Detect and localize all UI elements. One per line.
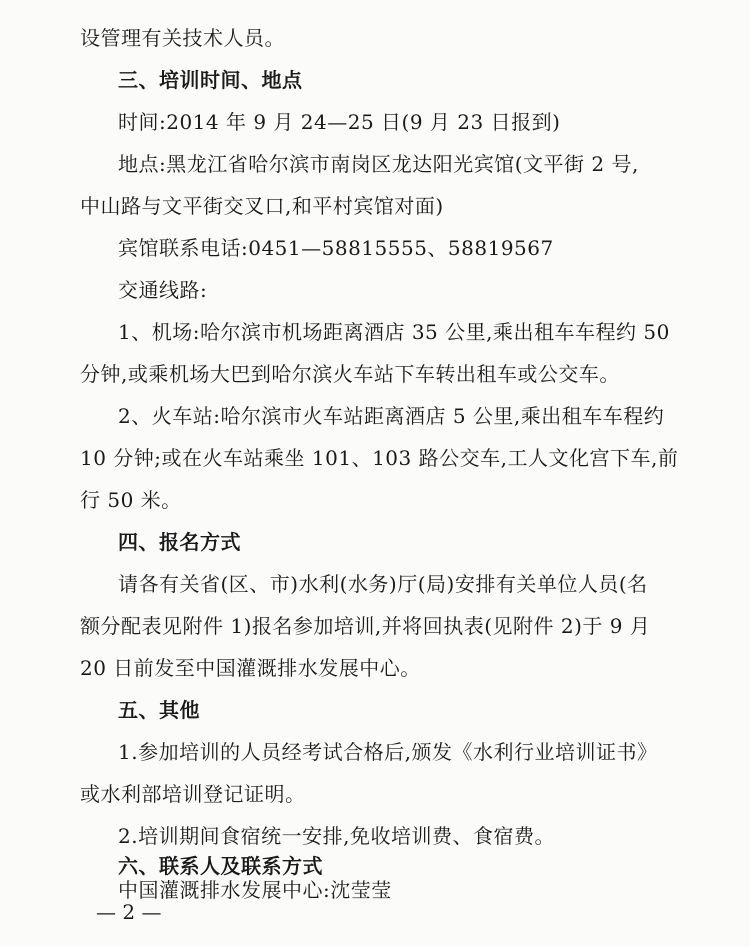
body-line-train-station-cont: 10 分钟;或在火车站乘坐 101、103 路公交车,工人文化宫下车,前 (80, 446, 679, 470)
section-heading-3: 三、培训时间、地点 (118, 68, 303, 92)
body-line-train-station-end: 行 50 米。 (80, 488, 182, 512)
body-line-accommodation: 2.培训期间食宿统一安排,免收培训费、食宿费。 (118, 824, 555, 848)
body-line-location-cont: 中山路与文平街交叉口,和平村宾馆对面) (80, 194, 444, 218)
section-heading-5: 五、其他 (118, 698, 200, 722)
body-line-time: 时间:2014 年 9 月 24—25 日(9 月 23 日报到) (118, 110, 561, 134)
body-line-hotel-phone: 宾馆联系电话:0451—58815555、58819567 (118, 236, 554, 260)
body-line-registration-end: 20 日前发至中国灌溉排水发展中心。 (80, 656, 421, 680)
body-line-certificate-cont: 或水利部培训登记证明。 (80, 782, 306, 806)
body-line-train-station: 2、火车站:哈尔滨市火车站距离酒店 5 公里,乘出租车车程约 (118, 404, 665, 428)
body-line-contact: 中国灌溉排水发展中心:沈莹莹 (118, 878, 392, 902)
section-heading-4: 四、报名方式 (118, 530, 241, 554)
body-line-1: 设管理有关技术人员。 (80, 26, 285, 50)
body-line-location: 地点:黑龙江省哈尔滨市南岗区龙达阳光宾馆(文平街 2 号, (118, 152, 639, 176)
body-line-airport: 1、机场:哈尔滨市机场距离酒店 35 公里,乘出租车车程约 50 (118, 320, 670, 344)
body-line-registration: 请各有关省(区、市)水利(水务)厅(局)安排有关单位人员(名 (118, 572, 648, 596)
body-line-airport-cont: 分钟,或乘机场大巴到哈尔滨火车站下车转出租车或公交车。 (80, 362, 620, 386)
body-line-registration-cont: 额分配表见附件 1)报名参加培训,并将回执表(见附件 2)于 9 月 (80, 614, 651, 638)
body-line-certificate: 1.参加培训的人员经考试合格后,颁发《水利行业培训证书》 (118, 740, 658, 764)
page-number: — 2 — (96, 900, 162, 924)
section-heading-6: 六、联系人及联系方式 (118, 854, 323, 878)
body-line-transport: 交通线路: (118, 278, 208, 302)
